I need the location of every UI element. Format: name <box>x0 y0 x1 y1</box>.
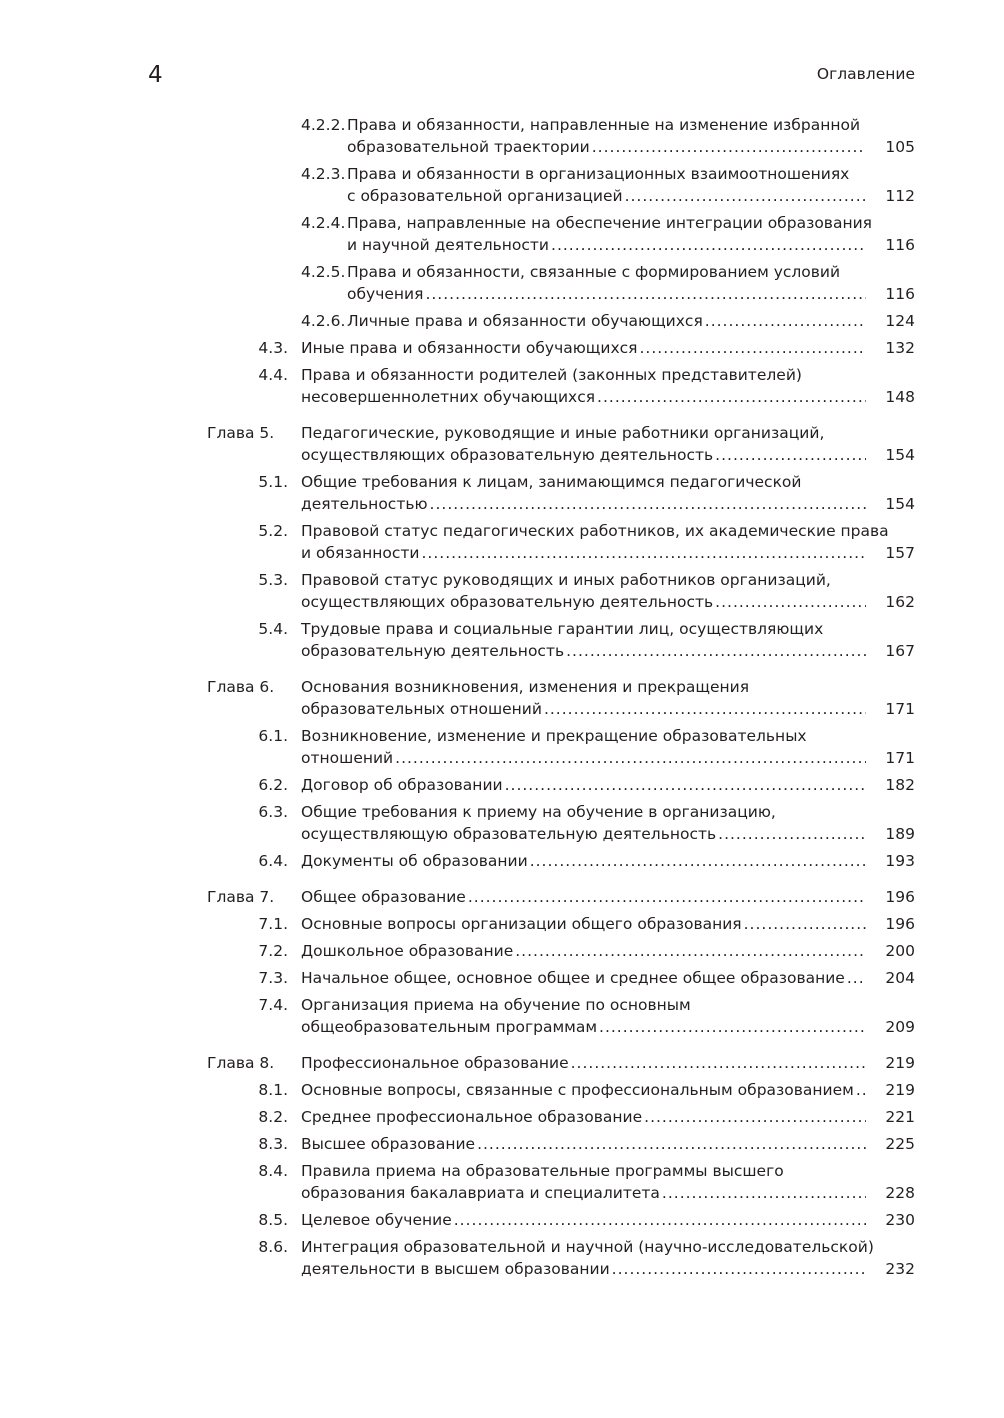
toc-entry-number: 4.2.5. <box>301 263 346 281</box>
toc-entry-number: 4.2.3. <box>301 165 346 183</box>
toc-entry[interactable] <box>0 337 1004 359</box>
toc-entry[interactable] <box>0 1209 1004 1231</box>
toc-entry-title-line: Иные права и обязанности обучающихся <box>301 339 638 357</box>
toc-entry-number: 7.3. <box>258 969 288 987</box>
toc-entry[interactable] <box>0 212 1004 256</box>
toc-entry[interactable] <box>0 850 1004 872</box>
toc-page-number: 112 <box>885 187 915 205</box>
toc-entry-number: 6.1. <box>258 727 288 745</box>
toc-entry[interactable] <box>0 774 1004 796</box>
toc-page-number: 219 <box>885 1054 915 1072</box>
toc-entry-title-line: несовершеннолетних обучающихся <box>301 388 596 406</box>
toc-entry-number: Глава 8. <box>207 1054 275 1072</box>
toc-entry-title-line: деятельностью <box>301 495 428 513</box>
toc-entry-title-line: Основания возникновения, изменения и прекращения <box>301 678 750 696</box>
toc-entry-number: 6.2. <box>258 776 288 794</box>
toc-page-number: 232 <box>885 1260 915 1278</box>
toc-entry-title-line: образовательных отношений <box>301 700 542 718</box>
toc-entry-title-line: Личные права и обязанности обучающихся <box>347 312 703 330</box>
dot-leader <box>395 747 866 769</box>
toc-page-number: 193 <box>885 852 915 870</box>
toc-entry-title-line: Педагогические, руководящие и иные работники организаций, <box>301 424 825 442</box>
toc-entry[interactable] <box>0 364 1004 408</box>
toc-entry-title-line: образования бакалавриата и специалитета <box>301 1184 660 1202</box>
toc-entry-title-line: Высшее образование <box>301 1135 476 1153</box>
toc-entry-title-line: Правовой статус руководящих и иных работников организаций, <box>301 571 831 589</box>
toc-page-number: 171 <box>885 749 915 767</box>
toc-entry-number: 6.4. <box>258 852 288 870</box>
toc-entry-number: Глава 5. <box>207 424 275 442</box>
toc-entry-title-line: осуществляющих образовательную деятельность <box>301 446 714 464</box>
toc-entry-title-line: Начальное общее, основное общее и среднее общее образование <box>301 969 845 987</box>
toc-entry-number: 7.2. <box>258 942 288 960</box>
toc-entry-title-line: общеобразовательным программам <box>301 1018 598 1036</box>
dot-leader <box>744 913 866 935</box>
toc-entry[interactable] <box>0 1079 1004 1101</box>
toc-entry-title-line: Права, направленные на обеспечение интеграции образования <box>347 214 872 232</box>
toc-page-number: 196 <box>885 888 915 906</box>
table-of-contents <box>0 114 1004 1285</box>
toc-entry-title-line: осуществляющих образовательную деятельность <box>301 593 714 611</box>
toc-entry-number: Глава 7. <box>207 888 275 906</box>
toc-entry[interactable] <box>0 1106 1004 1128</box>
toc-entry-title-line: Права и обязанности, направленные на изменение избранной <box>347 116 861 134</box>
toc-chapter-entry[interactable] <box>0 886 1004 908</box>
toc-page-number: 154 <box>885 446 915 464</box>
toc-chapter-entry[interactable] <box>0 422 1004 466</box>
toc-page-number: 116 <box>885 285 915 303</box>
dot-leader <box>505 774 866 796</box>
toc-entry-title-line: Общие требования к приему на обучение в организацию, <box>301 803 776 821</box>
toc-entry-title-line: образовательной траектории <box>347 138 590 156</box>
dot-leader <box>856 1079 866 1101</box>
dot-leader <box>662 1182 866 1204</box>
toc-entry-number: 7.1. <box>258 915 288 933</box>
toc-page-number: 157 <box>885 544 915 562</box>
toc-entry-title-line: отношений <box>301 749 394 767</box>
toc-entry-number: 4.2.6. <box>301 312 346 330</box>
toc-entry-number: 5.4. <box>258 620 288 638</box>
toc-entry-title-line: Правовой статус педагогических работников, их академические права <box>301 522 889 540</box>
toc-entry-title-line: и обязанности <box>301 544 420 562</box>
toc-page-number: 204 <box>885 969 915 987</box>
toc-entry-title-line: Организация приема на обучение по основным <box>301 996 691 1014</box>
toc-entry[interactable] <box>0 1236 1004 1280</box>
toc-page-number: 148 <box>885 388 915 406</box>
toc-entry[interactable] <box>0 1133 1004 1155</box>
toc-entry-title-line: осуществляющую образовательную деятельность <box>301 825 717 843</box>
toc-chapter-entry[interactable] <box>0 676 1004 720</box>
toc-entry-number: 5.1. <box>258 473 288 491</box>
toc-entry[interactable] <box>0 994 1004 1038</box>
toc-entry-title-line: Дошкольное образование <box>301 942 514 960</box>
toc-entry-number: 4.2.2. <box>301 116 346 134</box>
toc-entry-title-line: образовательную деятельность <box>301 642 565 660</box>
toc-page-number: 225 <box>885 1135 915 1153</box>
toc-page-number: 124 <box>885 312 915 330</box>
toc-page-number: 116 <box>885 236 915 254</box>
toc-entry-title-line: Общие требования к лицам, занимающимся педагогической <box>301 473 802 491</box>
dot-leader <box>715 591 866 613</box>
toc-page-number: 182 <box>885 776 915 794</box>
toc-entry[interactable] <box>0 163 1004 207</box>
dot-leader <box>847 967 866 989</box>
toc-entry-title-line: деятельности в высшем образовании <box>301 1260 610 1278</box>
toc-entry[interactable] <box>0 618 1004 662</box>
toc-entry[interactable] <box>0 114 1004 158</box>
toc-page-number: 167 <box>885 642 915 660</box>
toc-page-number: 189 <box>885 825 915 843</box>
dot-leader <box>530 850 866 872</box>
toc-page-number: 228 <box>885 1184 915 1202</box>
toc-entry[interactable] <box>0 725 1004 769</box>
toc-entry-title-line: Правила приема на образовательные программы высшего <box>301 1162 784 1180</box>
toc-page-number: 221 <box>885 1108 915 1126</box>
toc-entry-number: 4.2.4. <box>301 214 346 232</box>
dot-leader <box>454 1209 866 1231</box>
running-head: Оглавление <box>816 65 915 83</box>
toc-page-number: 209 <box>885 1018 915 1036</box>
dot-leader <box>644 1106 866 1128</box>
toc-entry[interactable] <box>0 520 1004 564</box>
toc-entry-title-line: Среднее профессиональное образование <box>301 1108 643 1126</box>
toc-entry-number: 7.4. <box>258 996 288 1014</box>
dot-leader <box>566 640 866 662</box>
toc-page-number: 171 <box>885 700 915 718</box>
dot-leader <box>718 823 866 845</box>
toc-entry-number: 8.1. <box>258 1081 288 1099</box>
dot-leader <box>625 185 866 207</box>
dot-leader <box>571 1052 866 1074</box>
toc-page-number: 162 <box>885 593 915 611</box>
toc-entry-number: 5.2. <box>258 522 288 540</box>
dot-leader <box>705 310 866 332</box>
dot-leader <box>592 136 866 158</box>
dot-leader <box>425 283 866 305</box>
toc-entry-title-line: и научной деятельности <box>347 236 550 254</box>
toc-entry[interactable] <box>0 1160 1004 1204</box>
dot-leader <box>544 698 866 720</box>
dot-leader <box>599 1016 866 1038</box>
dot-leader <box>715 444 866 466</box>
toc-entry-title-line: Права и обязанности в организационных взаимоотношениях <box>347 165 850 183</box>
toc-entry-number: Глава 6. <box>207 678 275 696</box>
toc-page-number: 154 <box>885 495 915 513</box>
toc-entry-title-line: Возникновение, изменение и прекращение образовательных <box>301 727 807 745</box>
toc-page-number: 132 <box>885 339 915 357</box>
toc-entry[interactable] <box>0 261 1004 305</box>
dot-leader <box>421 542 866 564</box>
toc-entry-title-line: Основные вопросы организации общего образования <box>301 915 742 933</box>
toc-entry[interactable] <box>0 801 1004 845</box>
toc-entry-number: 8.3. <box>258 1135 288 1153</box>
toc-entry-title-line: Права и обязанности родителей (законных представителей) <box>301 366 802 384</box>
toc-page-number: 196 <box>885 915 915 933</box>
toc-entry-title-line: Интеграция образовательной и научной (научно-исследовательской) <box>301 1238 874 1256</box>
toc-entry-title-line: Основные вопросы, связанные с профессиональным образованием <box>301 1081 854 1099</box>
toc-entry[interactable] <box>0 310 1004 332</box>
dot-leader <box>597 386 866 408</box>
toc-entry[interactable] <box>0 967 1004 989</box>
toc-entry-number: 8.6. <box>258 1238 288 1256</box>
toc-entry-title-line: Права и обязанности, связанные с формированием условий <box>347 263 841 281</box>
dot-leader <box>515 940 866 962</box>
toc-entry[interactable] <box>0 913 1004 935</box>
dot-leader <box>477 1133 866 1155</box>
dot-leader <box>551 234 866 256</box>
toc-entry-title-line: Трудовые права и социальные гарантии лиц, осуществляющих <box>301 620 824 638</box>
toc-entry-title-line: Профессиональное образование <box>301 1054 569 1072</box>
toc-entry-number: 8.4. <box>258 1162 288 1180</box>
dot-leader <box>468 886 866 908</box>
dot-leader <box>639 337 866 359</box>
toc-page-number: 219 <box>885 1081 915 1099</box>
toc-chapter-entry[interactable] <box>0 1052 1004 1074</box>
toc-entry-title-line: Договор об образовании <box>301 776 503 794</box>
toc-entry-title-line: Общее образование <box>301 888 466 906</box>
toc-entry-number: 6.3. <box>258 803 288 821</box>
toc-entry[interactable] <box>0 940 1004 962</box>
toc-entry-title-line: Документы об образовании <box>301 852 528 870</box>
toc-entry-title-line: Целевое обучение <box>301 1211 452 1229</box>
toc-page-number: 230 <box>885 1211 915 1229</box>
toc-entry-number: 8.2. <box>258 1108 288 1126</box>
dot-leader <box>430 493 866 515</box>
toc-entry[interactable] <box>0 471 1004 515</box>
page-number: 4 <box>148 62 163 88</box>
toc-entry-number: 4.4. <box>258 366 288 384</box>
toc-entry-number: 5.3. <box>258 571 288 589</box>
toc-entry-title-line: обучения <box>347 285 424 303</box>
toc-entry[interactable] <box>0 569 1004 613</box>
toc-page-number: 200 <box>885 942 915 960</box>
dot-leader <box>612 1258 866 1280</box>
toc-page-number: 105 <box>885 138 915 156</box>
toc-entry-number: 8.5. <box>258 1211 288 1229</box>
toc-entry-title-line: с образовательной организацией <box>347 187 623 205</box>
toc-entry-number: 4.3. <box>258 339 288 357</box>
